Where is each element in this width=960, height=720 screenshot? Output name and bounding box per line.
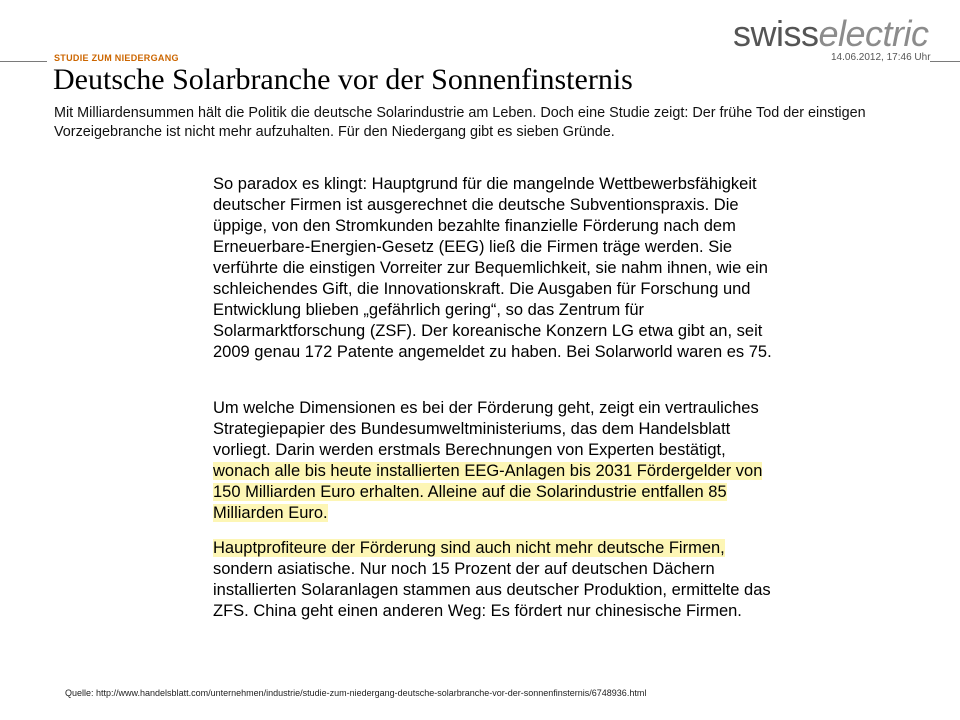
paragraph-3-highlight: Hauptprofiteure der Förderung sind auch nicht mehr deutsche Firmen,: [213, 539, 725, 557]
article-headline: Deutsche Solarbranche vor der Sonnenfinsternis: [53, 63, 633, 96]
article-timestamp: 14.06.2012, 17:46 Uhr: [831, 52, 931, 63]
header-rule-right: [930, 61, 960, 62]
header-rule-left: [0, 61, 47, 62]
source-citation: Quelle: http://www.handelsblatt.com/unternehmen/industrie/studie-zum-niedergang-deutsche-solarbranche-vor-der-sonnenfinsternis/6748936.html: [65, 688, 647, 698]
body-paragraph-2: [213, 398, 773, 524]
logo-text-swiss: swiss: [733, 13, 819, 54]
body-paragraph-1: So paradox es klingt: Hauptgrund für die mangelnde Wettbewerbsfähigkeit deutscher Firmen ist ausgerechnet die deutsche Subventionspraxis. Die üppige, von den Stromkunden bezahlte finanzielle Förderung nach dem Erneuerbare-Energien-Gesetz (EEG) ließ die Firmen träge werden. Sie verführte die einstigen Vorreiter zur Bequemlichkeit, sie nahm ihnen, wie ein schleichendes Gift, die Innovationskraft. Die Ausgaben für Forschung und Entwicklung blieben „gefährlich gering“, so das Zentrum für Solarmarktforschung (ZSF). Der koreanische Konzern LG etwa gibt an, seit 2009 genau 172 Patente angemeldet zu haben. Bei Solarworld waren es 75.: [213, 175, 772, 361]
paragraph-2-highlight: wonach alle bis heute installierten EEG-Anlagen bis 2031 Fördergelder von 150 Milliarden Euro erhalten. Alleine auf die Solarindustrie entfallen 85 Milliarden Euro.: [213, 462, 763, 522]
body-paragraph-3: [213, 538, 773, 622]
paragraph-3-text: sondern asiatische. Nur noch 15 Prozent der auf deutschen Dächern installierten Solaranlagen stammen aus deutscher Produktion, ermittelte das ZFS. China geht einen anderen Weg: Es fördert nur chinesische Firmen.: [213, 560, 771, 620]
article-lead: Mit Milliardensummen hält die Politik die deutsche Solarindustrie am Leben. Doch eine Studie zeigt: Der frühe Tod der einstigen Vorzeigebranche ist nicht mehr aufzuhalten. Für den Niedergang gibt es sieben Gründe.: [54, 105, 866, 140]
logo-text-electric: electric: [818, 13, 929, 54]
article-rubric: STUDIE ZUM NIEDERGANG: [54, 53, 179, 63]
paragraph-2-text: Um welche Dimensionen es bei der Förderung geht, zeigt ein vertrauliches Strategiepapier des Bundesumweltministeriums, das dem Handelsblatt vorliegt. Darin werden erstmals Berechnungen von Experten bestätigt,: [213, 399, 759, 459]
swisselectric-logo: [733, 14, 929, 54]
